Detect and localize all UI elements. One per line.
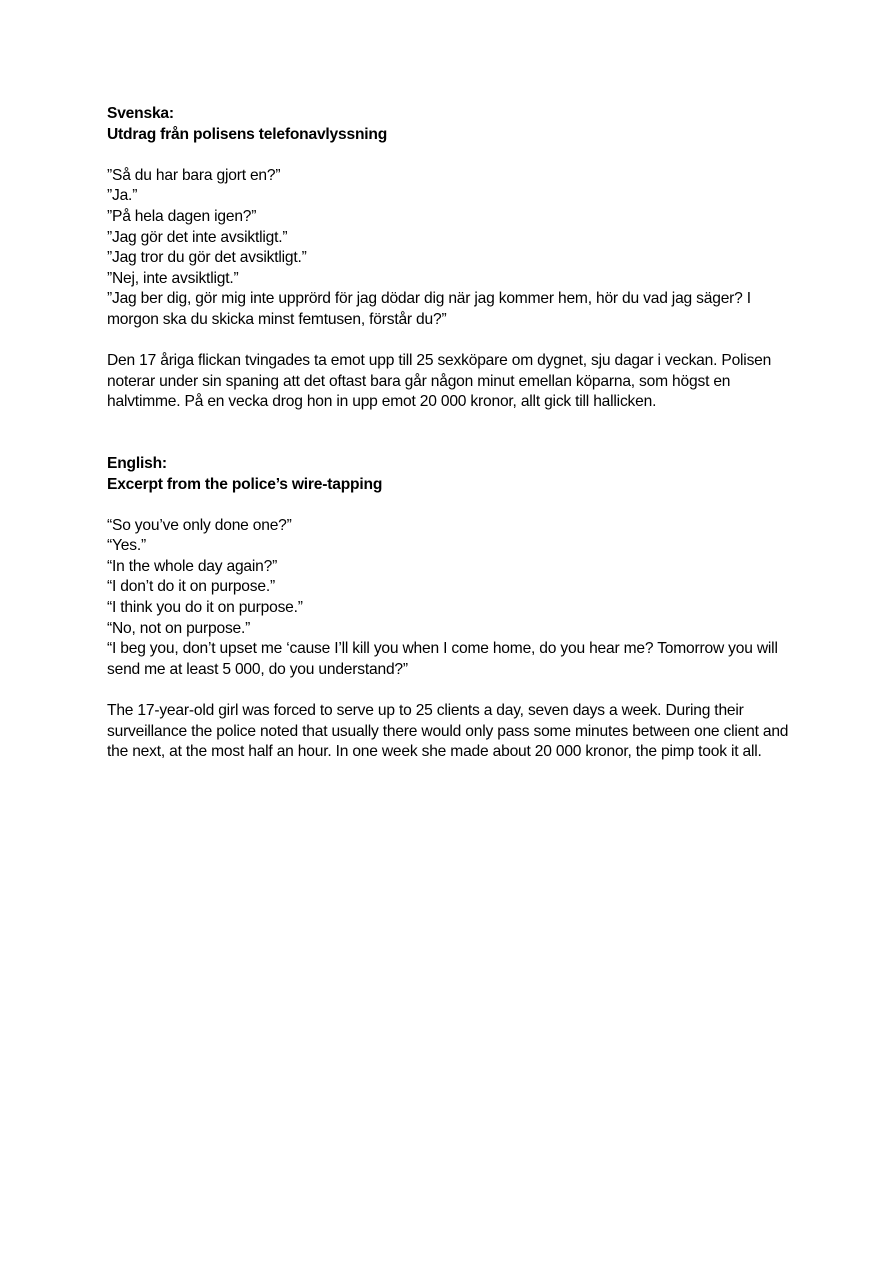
dialogue-line: “I beg you, don’t upset me ‘cause I’ll kill you when I come home, do you hear me? Tomorrow you will (107, 640, 778, 658)
dialogue-line: ”Jag ber dig, gör mig inte upprörd för jag dödar dig när jag kommer hem, hör du vad jag säger? I (107, 290, 751, 308)
english-title: Excerpt from the police’s wire-tapping (107, 475, 383, 493)
paragraph-line: The 17-year-old girl was forced to serve up to 25 clients a day, seven days a week. During their (107, 702, 744, 720)
english-paragraph (107, 701, 787, 763)
dialogue-line: “Yes.” (107, 537, 146, 555)
paragraph-line: surveillance the police noted that usually there would only pass some minutes between one client and (107, 722, 789, 740)
dialogue-line: ”Så du har bara gjort en?” (107, 166, 281, 184)
dialogue-line: ”Jag tror du gör det avsiktligt.” (107, 249, 307, 267)
dialogue-line: ”Ja.” (107, 187, 138, 205)
english-section (107, 454, 787, 763)
paragraph-line: the next, at the most half an hour. In one week she made about 20 000 kronor, the pimp took it all. (107, 743, 762, 761)
english-dialogue (107, 516, 787, 681)
swedish-paragraph (107, 351, 787, 413)
dialogue-line: “In the whole day again?” (107, 557, 278, 575)
swedish-language-label: Svenska: (107, 105, 174, 122)
dialogue-line: “I think you do it on purpose.” (107, 599, 303, 617)
document-page (107, 104, 787, 763)
swedish-title: Utdrag från polisens telefonavlyssning (107, 125, 388, 143)
dialogue-line: ”Jag gör det inte avsiktligt.” (107, 228, 288, 246)
dialogue-line: ”Nej, inte avsiktligt.” (107, 269, 239, 287)
dialogue-line: send me at least 5 000, do you understand?” (107, 660, 408, 678)
paragraph-line: noterar under sin spaning att det oftast bara går någon minut emellan köparna, som högst en (107, 372, 731, 390)
paragraph-line: Den 17 åriga flickan tvingades ta emot upp till 25 sexköpare om dygnet, sju dagar i veckan. Polisen (107, 352, 772, 370)
paragraph-line: halvtimme. På en vecka drog hon in upp emot 20 000 kronor, allt gick till hallicken. (107, 393, 657, 411)
swedish-section (107, 104, 787, 413)
dialogue-line: morgon ska du skicka minst femtusen, förstår du?” (107, 310, 447, 328)
dialogue-line: “No, not on purpose.” (107, 619, 251, 637)
swedish-dialogue (107, 166, 787, 331)
dialogue-line: “So you’ve only done one?” (107, 516, 292, 534)
dialogue-line: “I don’t do it on purpose.” (107, 578, 275, 596)
dialogue-line: ”På hela dagen igen?” (107, 207, 257, 225)
english-language-label: English: (107, 454, 167, 472)
